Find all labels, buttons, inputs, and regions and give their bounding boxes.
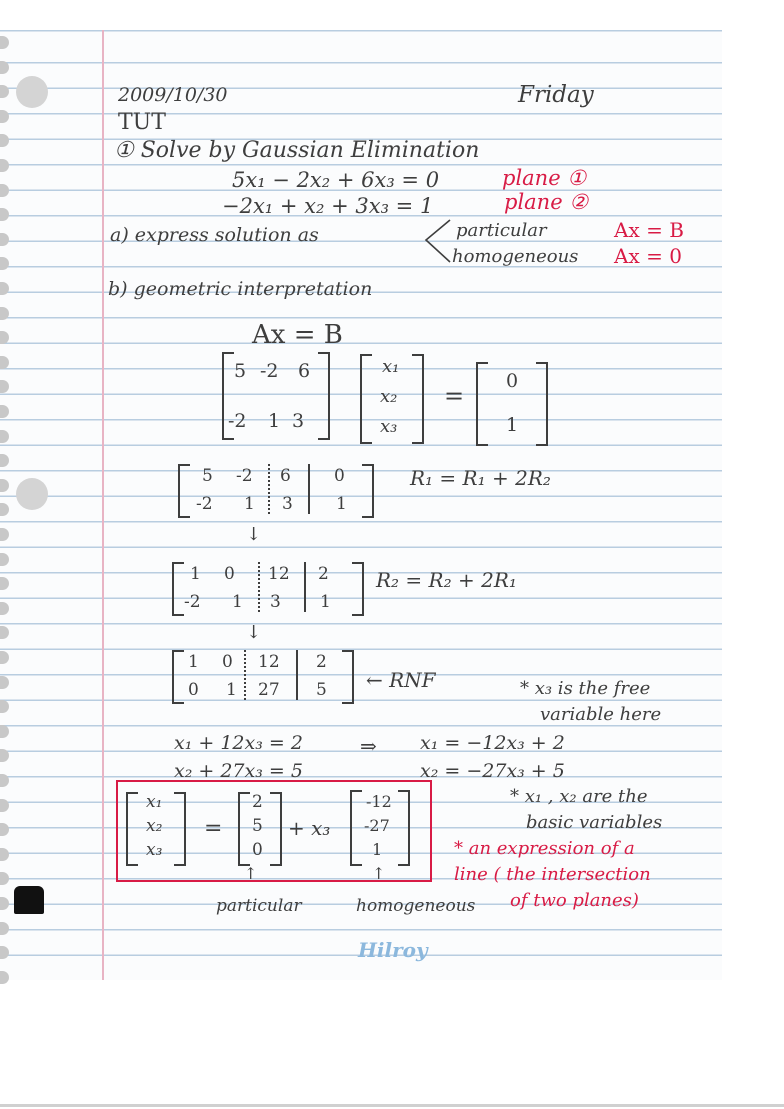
solution-equals: = xyxy=(204,816,223,841)
matrix-cell: 3 xyxy=(282,494,293,514)
vector-cell: x₁ xyxy=(382,356,400,377)
matrix-cell: -2 xyxy=(228,410,247,432)
matrix-cell: 0 xyxy=(222,652,233,672)
down-arrow-icon: ↓ xyxy=(246,524,262,545)
homogeneous-caption: homogeneous xyxy=(356,896,476,916)
problem-title: ① Solve by Gaussian Elimination xyxy=(114,138,480,163)
equation-2: −2x₁ + x₂ + 3x₃ = 1 xyxy=(222,194,434,218)
free-variable-note-1: * x₃ is the free xyxy=(520,678,651,699)
plus-x3: + x₃ xyxy=(288,816,331,840)
matrix-right-bracket xyxy=(362,464,374,518)
equation-1: 5x₁ − 2x₂ + 6x₃ = 0 xyxy=(232,168,440,192)
vector-right-bracket xyxy=(270,792,282,866)
matrix-cell: 1 xyxy=(188,652,199,672)
part-a-label: a) express solution as xyxy=(110,224,319,246)
vector-cell: 1 xyxy=(506,414,519,436)
augment-bar xyxy=(304,562,306,612)
plane-2-tag: plane ② xyxy=(504,190,589,214)
matrix-cell: 1 xyxy=(226,680,237,700)
matrix-cell: 6 xyxy=(280,466,291,486)
matrix-cell: 0 xyxy=(224,564,235,584)
matrix-cell: -2 xyxy=(184,592,201,612)
vector-right-bracket xyxy=(412,354,424,444)
equals-sign: = xyxy=(444,382,465,410)
column-divider xyxy=(258,562,260,612)
homogeneous-label: homogeneous xyxy=(452,246,579,267)
vector-cell: 1 xyxy=(372,840,383,859)
matrix-cell: 12 xyxy=(258,652,280,672)
matrix-left-bracket xyxy=(172,650,184,704)
date: 2009/10/30 xyxy=(118,84,228,106)
system-title: Ax = B xyxy=(252,320,343,350)
solved-equation-1: x₁ = −12x₃ + 2 xyxy=(420,732,565,754)
vector-right-bracket xyxy=(398,790,410,866)
day-label: Friday xyxy=(518,82,594,108)
solved-equation-2: x₂ = −27x₃ + 5 xyxy=(420,760,565,782)
binder-hole-middle xyxy=(16,478,48,510)
matrix-left-bracket xyxy=(172,562,184,616)
matrix-cell: 5 xyxy=(202,466,213,486)
basic-variables-note-2: basic variables xyxy=(526,812,663,833)
matrix-cell: 27 xyxy=(258,680,280,700)
margin-line xyxy=(102,30,104,980)
vector-cell: x₂ xyxy=(146,816,163,836)
up-arrow-icon: ↑ xyxy=(372,864,386,883)
matrix-cell: 12 xyxy=(268,564,290,584)
column-divider xyxy=(268,464,270,514)
matrix-cell: 2 xyxy=(318,564,329,584)
vector-cell: x₁ xyxy=(146,792,163,812)
matrix-cell: 5 xyxy=(234,360,247,382)
vector-cell: 2 xyxy=(252,792,263,812)
expression-note-2: line ( the intersection xyxy=(454,864,651,885)
matrix-cell: 6 xyxy=(298,360,311,382)
matrix-right-bracket xyxy=(318,352,330,440)
basic-variables-note-1: * x₁ , x₂ are the xyxy=(510,786,648,807)
free-variable-note-2: variable here xyxy=(540,704,662,725)
vector-cell: 5 xyxy=(252,816,263,836)
matrix-cell: 3 xyxy=(270,592,281,612)
binder-hole-top xyxy=(16,76,48,108)
spiral-loop xyxy=(0,971,9,984)
column-divider xyxy=(244,650,246,700)
particular-equation: Ax = B xyxy=(614,218,684,242)
homogeneous-equation: Ax = 0 xyxy=(614,244,682,268)
vector-left-bracket xyxy=(350,790,362,866)
vector-cell: -27 xyxy=(364,816,390,835)
augment-bar xyxy=(308,464,310,514)
matrix-cell: 1 xyxy=(268,410,281,432)
part-b-label: b) geometric interpretation xyxy=(108,278,373,300)
vector-right-bracket xyxy=(174,792,186,866)
matrix-right-bracket xyxy=(352,562,364,616)
plane-1-tag: plane ① xyxy=(502,166,587,190)
matrix-cell: 1 xyxy=(190,564,201,584)
implies-arrow: ⇒ xyxy=(360,734,377,758)
page-bottom-edge xyxy=(0,1104,784,1107)
matrix-right-bracket xyxy=(342,650,354,704)
reduced-equation-2: x₂ + 27x₃ = 5 xyxy=(174,760,303,782)
matrix-cell: 0 xyxy=(188,680,199,700)
up-arrow-icon: ↑ xyxy=(244,864,258,883)
brace-icon xyxy=(420,216,452,266)
matrix-cell: 1 xyxy=(232,592,243,612)
reduced-equation-1: x₁ + 12x₃ = 2 xyxy=(174,732,303,754)
hilroy-watermark: Hilroy xyxy=(358,938,428,962)
vector-cell: x₃ xyxy=(380,416,398,437)
vector-left-bracket xyxy=(360,354,372,444)
row-operation-1: R₁ = R₁ + 2R₂ xyxy=(410,466,551,490)
vector-cell: 0 xyxy=(506,370,519,392)
particular-caption: particular xyxy=(216,896,302,916)
row-operation-2: R₂ = R₂ + 2R₁ xyxy=(376,568,517,592)
matrix-left-bracket xyxy=(178,464,190,518)
augment-bar xyxy=(296,650,298,700)
matrix-cell: 3 xyxy=(292,410,305,432)
vector-cell: x₂ xyxy=(380,386,398,407)
matrix-cell: -2 xyxy=(196,494,213,514)
particular-label: particular xyxy=(456,220,547,241)
vector-right-bracket xyxy=(536,362,548,446)
tutorial-label: TUT xyxy=(118,110,166,135)
expression-note-3: of two planes) xyxy=(510,890,639,911)
matrix-cell: 1 xyxy=(244,494,255,514)
matrix-cell: -2 xyxy=(236,466,253,486)
down-arrow-icon: ↓ xyxy=(246,622,262,643)
matrix-cell: 1 xyxy=(320,592,331,612)
vector-left-bracket xyxy=(476,362,488,446)
matrix-cell: -2 xyxy=(260,360,279,382)
vector-cell: x₃ xyxy=(146,840,163,860)
matrix-cell: 0 xyxy=(334,466,345,486)
vector-left-bracket xyxy=(126,792,138,866)
binder-clip xyxy=(14,886,44,914)
matrix-cell: 1 xyxy=(336,494,347,514)
expression-note-1: * an expression of a xyxy=(454,838,635,859)
rnf-label: ← RNF xyxy=(366,668,436,692)
vector-left-bracket xyxy=(238,792,250,866)
matrix-cell: 5 xyxy=(316,680,327,700)
matrix-cell: 2 xyxy=(316,652,327,672)
vector-cell: -12 xyxy=(366,792,392,811)
vector-cell: 0 xyxy=(252,840,263,860)
